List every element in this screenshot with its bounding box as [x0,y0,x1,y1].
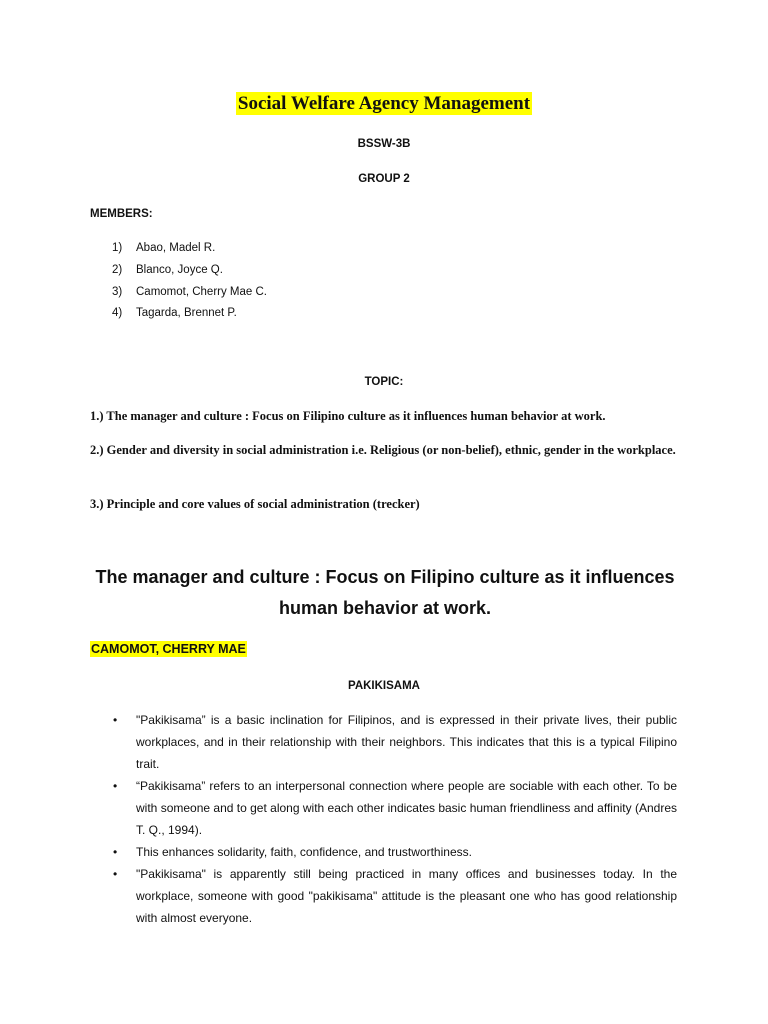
bullet-icon: • [113,845,118,859]
list-item [113,709,677,775]
member-number: 4) [112,307,123,319]
members-label: MEMBERS: [90,208,153,220]
bullet-icon: • [113,867,118,881]
member-name: Tagarda, Brennet P. [136,307,237,319]
author-name-text: CAMOMOT, CHERRY MAE [91,642,246,656]
topic-label: TOPIC: [364,376,404,388]
section-subheading: PAKIKISAMA [348,680,420,692]
main-heading: The manager and culture : Focus on Filipino culture as it influences human behavior at work. [95,567,675,618]
list-item [113,863,677,929]
group-label: GROUP 2 [358,173,410,185]
member-number: 3) [112,286,123,298]
author-name [90,642,247,656]
list-item [113,841,677,863]
member-name: Abao, Madel R. [136,242,216,254]
list-item-text: "Pakikisama” is a basic inclination for Filipinos, and is expressed in their private lives, their public workplaces, and in their relationship with their neighbors. This indicates that this is a typical Filipino trait. [136,713,677,771]
bullet-icon: • [113,713,118,727]
member-item [112,286,267,298]
bullet-icon: • [113,779,118,793]
topic-item-1: 1.) The manager and culture : Focus on Filipino culture as it influences human behavior at work. [90,409,606,423]
topic-item-3: 3.) Principle and core values of social administration (trecker) [90,497,420,511]
list-item [113,775,677,841]
list-item-text: "Pakikisama" is apparently still being practiced in many offices and businesses today. In the workplace, someone with good "pakikisama" attitude is the pleasant one who has good relationship with almost everyone. [136,867,677,925]
member-number: 2) [112,264,123,276]
member-item [112,242,215,254]
section-code: BSSW-3B [357,138,411,150]
list-item-text: This enhances solidarity, faith, confidence, and trustworthiness. [136,845,472,859]
member-item [112,307,237,319]
bullet-list [113,709,677,929]
member-name: Camomot, Cherry Mae C. [136,286,268,298]
topic-item-2: 2.) Gender and diversity in social administration i.e. Religious (or non-belief), ethnic, gender in the workplace. [90,443,676,457]
document-title [0,93,768,115]
member-name: Blanco, Joyce Q. [136,264,223,276]
list-item-text: “Pakikisama” refers to an interpersonal connection where people are sociable with each other. To be with someone and to get along with each other indicates basic human friendliness and affinity (Andres T. Q., 1994). [136,779,677,837]
member-item [112,264,223,276]
document-title-text: Social Welfare Agency Management [237,93,531,114]
member-number: 1) [112,242,123,254]
